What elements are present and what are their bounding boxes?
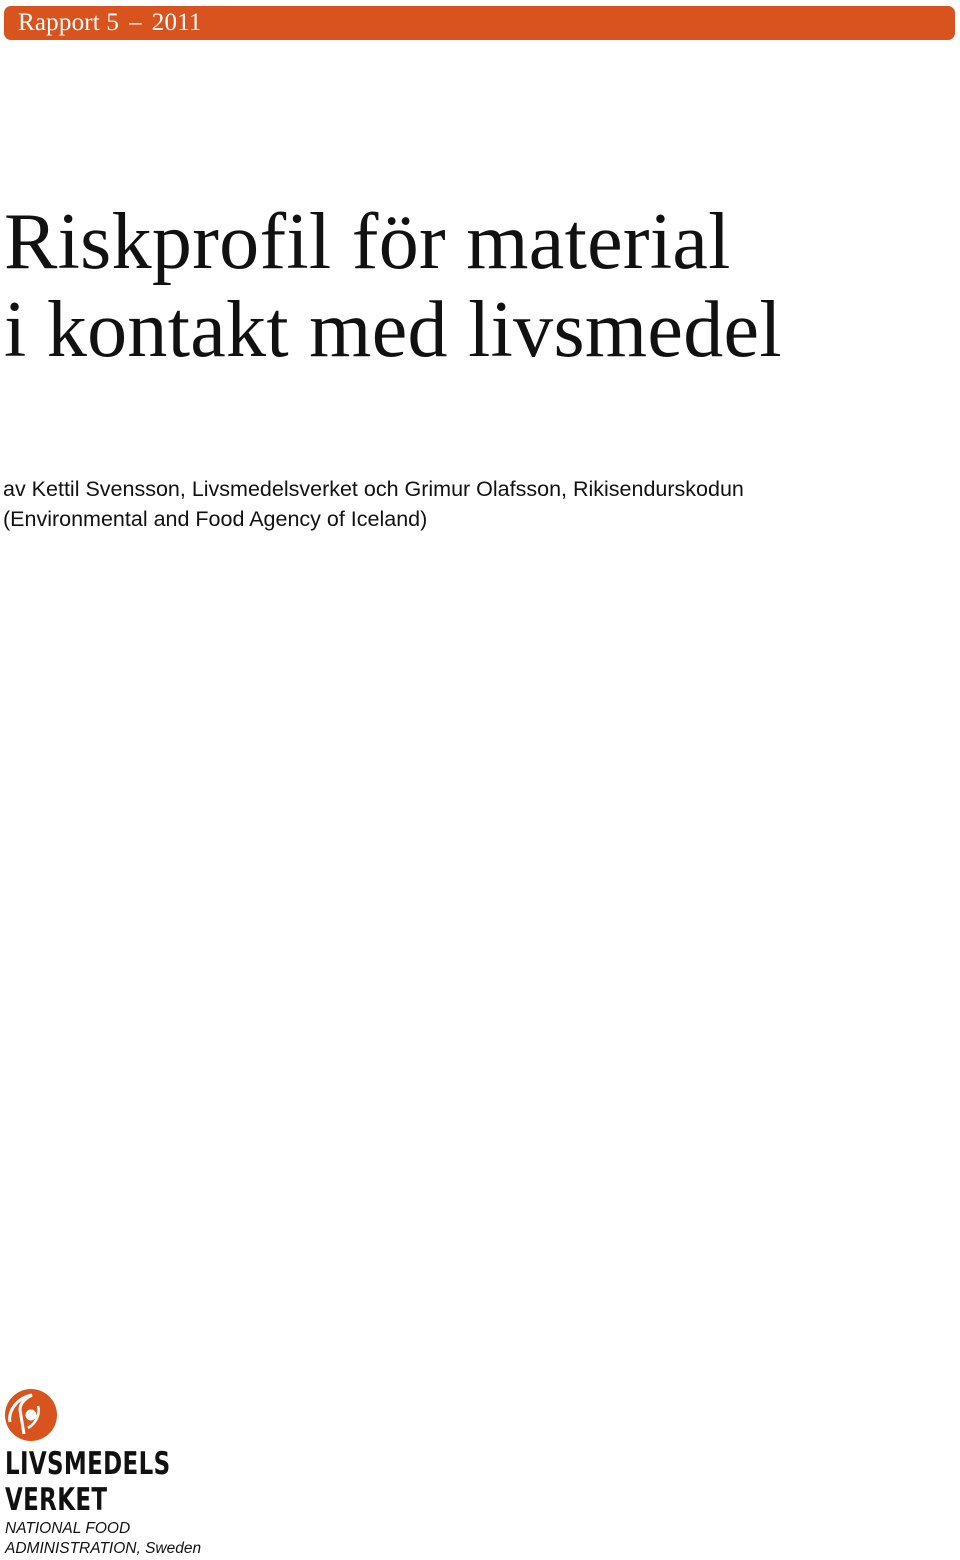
title-line-1: Riskprofil för material	[4, 198, 731, 286]
logo-subtitle-line-2: ADMINISTRATION, Sweden	[5, 1540, 202, 1557]
agency-logo	[4, 1388, 204, 1556]
authors-line-2: (Environmental and Food Agency of Iceland)	[3, 507, 428, 531]
logo-wordmark	[5, 1446, 170, 1518]
report-banner	[4, 6, 955, 40]
report-separator: –	[129, 9, 142, 36]
report-year: 2011	[151, 9, 202, 36]
title-line-2: i kontakt med livsmedel	[4, 286, 782, 374]
logo-subtitle	[5, 1519, 201, 1559]
logo-name-line-2: VERKET	[5, 1482, 108, 1518]
document-title	[4, 198, 782, 374]
report-number: Rapport 5	[18, 9, 120, 36]
livsmedelsverket-logo-mark-icon	[4, 1388, 58, 1442]
author-line	[3, 474, 744, 534]
authors-line-1: av Kettil Svensson, Livsmedelsverket och Grimur Olafsson, Rikisendurskodun	[3, 477, 744, 501]
logo-name-line-1: LIVSMEDELS	[5, 1446, 171, 1482]
logo-subtitle-line-1: NATIONAL FOOD	[5, 1520, 131, 1537]
